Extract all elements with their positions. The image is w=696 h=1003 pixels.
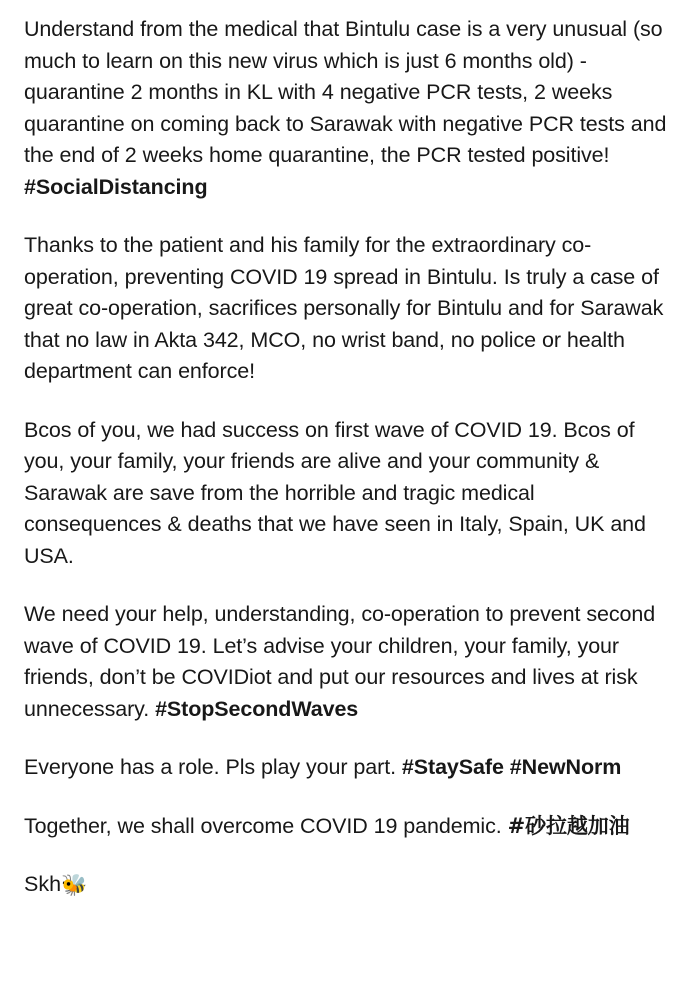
paragraph-1-text: Understand from the medical that Bintulu case is a very unusual (so much to learn on this new virus which is just 6 months old) - quarantine 2 months in KL with 4 negative PCR tests, 2 weeks quarantine on coming back to Sarawak with negative PCR tests and the end of 2 weeks home quarantine, the PCR tested positive! [24,17,667,167]
paragraph-3-text: Bcos of you, we had success on first wave of COVID 19. Bcos of you, your family, your friends are alive and your community & Sarawak are save from the horrible and tragic medical consequences & deaths that we have seen in Italy, Spain, UK and USA. [24,417,646,568]
paragraph-6 [24,811,672,843]
paragraph-5 [24,752,672,784]
paragraph-6-text: Together, we shall overcome COVID 19 pandemic. [24,813,508,838]
paragraph-4 [24,599,672,725]
paragraph-1 [24,14,672,203]
hashtag-stay-safe-new-norm[interactable]: #StaySafe #NewNorm [401,755,622,779]
signature-initials: Skh [24,872,62,896]
paragraph-4-text: We need your help, understanding, co-operation to prevent second wave of COVID 19. Let’s advise your children, your family, your friends, don’t be COVIDiot and put our resources and lives at risk unnecessary. [24,602,656,721]
signature-line [24,869,672,902]
paragraph-2-text: Thanks to the patient and his family for the extraordinary co-operation, preventing COVID 19 spread in Bintulu. Is truly a case of great co-operation, sacrifices personally for Bintulu and for Sarawak that no law in Akta 342, MCO, no wrist band, no police or health department can enforce! [24,233,664,383]
paragraph-2 [24,230,672,388]
hashtag-stop-second-waves[interactable]: #StopSecondWaves [155,696,359,721]
hashtag-sarawak-jiayou[interactable]: #砂拉越加油 [507,813,630,838]
bee-icon: 🐝 [61,874,88,897]
paragraph-3 [24,415,672,573]
hashtag-social-distancing[interactable]: #SocialDistancing [24,174,208,199]
paragraph-5-text: Everyone has a role. Pls play your part. [24,755,402,779]
